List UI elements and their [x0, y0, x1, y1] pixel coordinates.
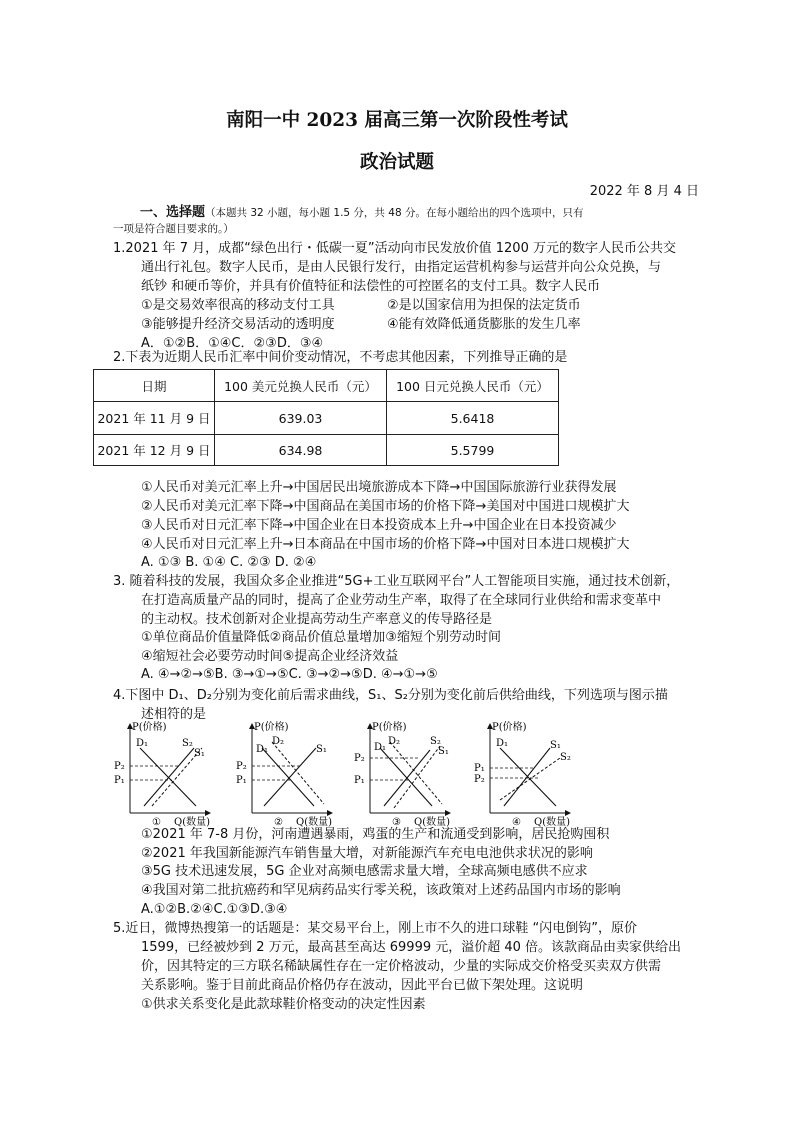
q2-option-3: ③人民币对日元汇率下降→中国企业在日本投资成本上升→中国企业在日本投资减少	[141, 518, 617, 533]
q1-option-4: ④能有效降低通货膨胀的发生几率	[387, 317, 581, 332]
p2-label: P₂	[114, 761, 125, 772]
graph-3	[354, 720, 450, 828]
d1-label: D₁	[496, 738, 509, 749]
q2-stem: 2.下表为近期人民币汇率中间价变动情况，不考虑其他因素，下列推导正确的是	[113, 350, 568, 365]
y-axis-label: P(价格)	[372, 722, 407, 733]
s2-label: S₂	[560, 752, 571, 763]
d2-label: D₂	[388, 736, 401, 747]
q3-options-line2: ④缩短社会必要劳动时间⑤提高企业经济效益	[141, 649, 399, 664]
s1-label: S₁	[550, 740, 561, 751]
q4-option-3: ③5G 技术迅速发展，5G 企业对高频电感需求量大增，全球高频电感供不应求	[141, 864, 588, 879]
q3-answers: A. ④→②→⑤B. ③→①→⑤C. ③→②→⑤D. ④→①→⑤	[141, 667, 438, 682]
s2-curve	[500, 758, 560, 800]
y-axis-label: P(价格)	[254, 722, 289, 733]
q5-stem-line4: 关系影响。鉴于目前此商品价格仍存在波动，因此平台已做下架处理。这说明	[141, 978, 584, 993]
q3-options-line1: ①单位商品价值量降低②商品价值总量增加③缩短个别劳动时间	[141, 630, 501, 645]
graph-number: ①	[152, 817, 161, 828]
graph-number: ②	[274, 817, 283, 828]
graph-4	[474, 720, 571, 828]
s1-curve	[504, 748, 550, 806]
table-header-cell: 100 日元兑换人民币（元）	[387, 370, 559, 402]
x-axis-label: Q(数量)	[534, 817, 571, 828]
page-subtitle: 政治试题	[359, 152, 434, 173]
table-row	[94, 402, 559, 435]
d2-label: D₂	[272, 736, 285, 747]
d1-curve	[500, 748, 556, 806]
section-note-line2: 一项是符合题目要求的。）	[113, 223, 234, 235]
s1-label: S₁	[194, 748, 205, 759]
table-cell: 5.5799	[387, 435, 559, 466]
s1-curve	[384, 750, 430, 806]
d2-curve	[390, 742, 442, 804]
q1-option-3: ③能够提升经济交易活动的透明度	[141, 317, 335, 332]
q1-stem-line3: 纸钞 和硬币等价，并具有价值特征和法偿性的可控匿名的支付工具。数字人民币	[141, 279, 601, 294]
q4-option-1: ①2021 年 7-8 月份，河南遭遇暴雨，鸡蛋的生产和流通受到影响，居民抢购囤积	[141, 827, 610, 842]
d1-label: D₁	[136, 738, 149, 749]
s1-label: S₁	[438, 746, 449, 757]
d1-label: D₁	[374, 742, 387, 753]
q3-stem-line3: 的主动权。技术创新对企业提高劳动生产率意义的传导路径是	[141, 612, 493, 627]
table-cell: 5.6418	[387, 402, 559, 435]
exam-date: 2022 年 8 月 4 日	[589, 184, 699, 199]
q4-stem-line1: 4.下图中 D₁、D₂分别为变化前后需求曲线，S₁、S₂分别为变化前后供给曲线，下列选项与图示描	[113, 688, 668, 703]
x-axis-label: Q(数量)	[414, 817, 451, 828]
q3-stem-line1: 3. 随着科技的发展，我国众多企业推进“5G+工业互联网平台”人工智能项目实施，通过技术创新，	[113, 574, 680, 589]
p2-label: P₂	[474, 774, 485, 785]
table-header-row	[94, 370, 559, 402]
q1-stem-line2: 通出行礼包。数字人民币，是由人民银行发行，由指定运营机构参与运营并向公众兑换，与	[141, 260, 662, 275]
table-cell: 2021 年 12 月 9 日	[94, 435, 215, 466]
section-label: 一、选择题	[140, 205, 206, 220]
q2-option-4: ④人民币对日元汇率上升→日本商品在中国市场的价格下降→中国对日本进口规模扩大	[141, 537, 630, 552]
graph-2	[236, 720, 332, 828]
graph-number: ③	[392, 817, 401, 828]
x-axis-label: Q(数量)	[174, 817, 211, 828]
q4-stem-line2: 述相符的是	[141, 707, 207, 722]
s1-curve	[264, 748, 316, 806]
s1-label: S₁	[316, 744, 327, 755]
q2-answers: A. ①③ B. ①④ C. ②③ D. ②④	[141, 555, 317, 570]
p1-label: P₁	[236, 775, 247, 786]
table-cell: 634.98	[215, 435, 387, 466]
table-header-cell: 100 美元兑换人民币（元）	[215, 370, 387, 402]
y-axis-label: P(价格)	[492, 722, 527, 733]
table-cell: 639.03	[215, 402, 387, 435]
q5-stem-line2: 1599，已经被炒到 2 万元，最高甚至高达 69999 元，溢价超 40 倍。该款商品由卖家供给出	[141, 940, 682, 955]
q4-option-4: ④我国对第二批抗癌药和罕见病药品实行零关税，该政策对上述药品国内市场的影响	[141, 883, 621, 898]
section-note-line1: （本题共 32 小题，每小题 1.5 分，共 48 分。在每小题给出的四个选项中，只有	[205, 207, 584, 219]
q5-option-1: ①供求关系变化是此款球鞋价格变动的决定性因素	[141, 997, 426, 1012]
s1-curve	[144, 748, 194, 806]
p1-label: P₁	[474, 763, 485, 774]
p1-label: P₁	[114, 775, 125, 786]
q1-stem-line1: 1.2021 年 7 月，成都“绿色出行・低碳一夏”活动向市民发放价值 1200 万元的数字人民币公共交	[113, 241, 676, 256]
q5-stem-line1: 5.近日，微博热搜第一的话题是：某交易平台上，刚上市不久的进口球鞋 “闪电倒钩”，原价	[113, 921, 638, 936]
q1-option-2: ②是以国家信用为担保的法定货币	[387, 298, 581, 313]
section-header	[140, 201, 583, 220]
q3-stem-line2: 在打造高质量产品的同时，提高了企业劳动生产率，取得了在全球同行业供给和需求变革中	[141, 593, 662, 608]
d1-curve	[140, 748, 196, 806]
x-axis-label: Q(数量)	[296, 817, 333, 828]
table-row	[94, 435, 559, 466]
y-axis-label: P(价格)	[132, 722, 167, 733]
page-title: 南阳一中 2023 届高三第一次阶段性考试	[226, 110, 568, 131]
graph-number: ④	[512, 817, 521, 828]
p2-label: P₂	[354, 753, 365, 764]
s2-label: S₂	[182, 738, 193, 749]
supply-demand-graphs	[110, 718, 590, 828]
q2-option-2: ②人民币对美元汇率下降→中国商品在美国市场的价格下降→美国对中国进口规模扩大	[141, 499, 630, 514]
q2-option-1: ①人民币对美元汇率上升→中国居民出境旅游成本下降→中国国际旅游行业获得发展	[141, 480, 617, 495]
q1-option-1: ①是交易效率很高的移动支付工具	[141, 298, 335, 313]
p2-label: P₂	[236, 761, 247, 772]
q5-stem-line3: 价，因其特定的三方联名稀缺属性存在一定价格波动，少量的实际成交价格受买卖双方供需	[141, 959, 662, 974]
q4-answers: A.①②B.②④C.①③D.③④	[141, 902, 288, 917]
s2-label: S₂	[430, 736, 441, 747]
table-header-cell: 日期	[94, 370, 215, 402]
q1-answers: A．①②B．①④C．②③D．③④	[141, 336, 324, 351]
graph-1	[114, 720, 210, 828]
d1-label: D₁	[256, 744, 269, 755]
table-cell: 2021 年 11 月 9 日	[94, 402, 215, 435]
exchange-rate-table	[93, 369, 559, 466]
d1-curve	[262, 748, 314, 806]
q4-option-2: ②2021 年我国新能源汽车销售量大增，对新能源汽车充电电池供求状况的影响	[141, 846, 593, 861]
p1-label: P₁	[354, 775, 365, 786]
